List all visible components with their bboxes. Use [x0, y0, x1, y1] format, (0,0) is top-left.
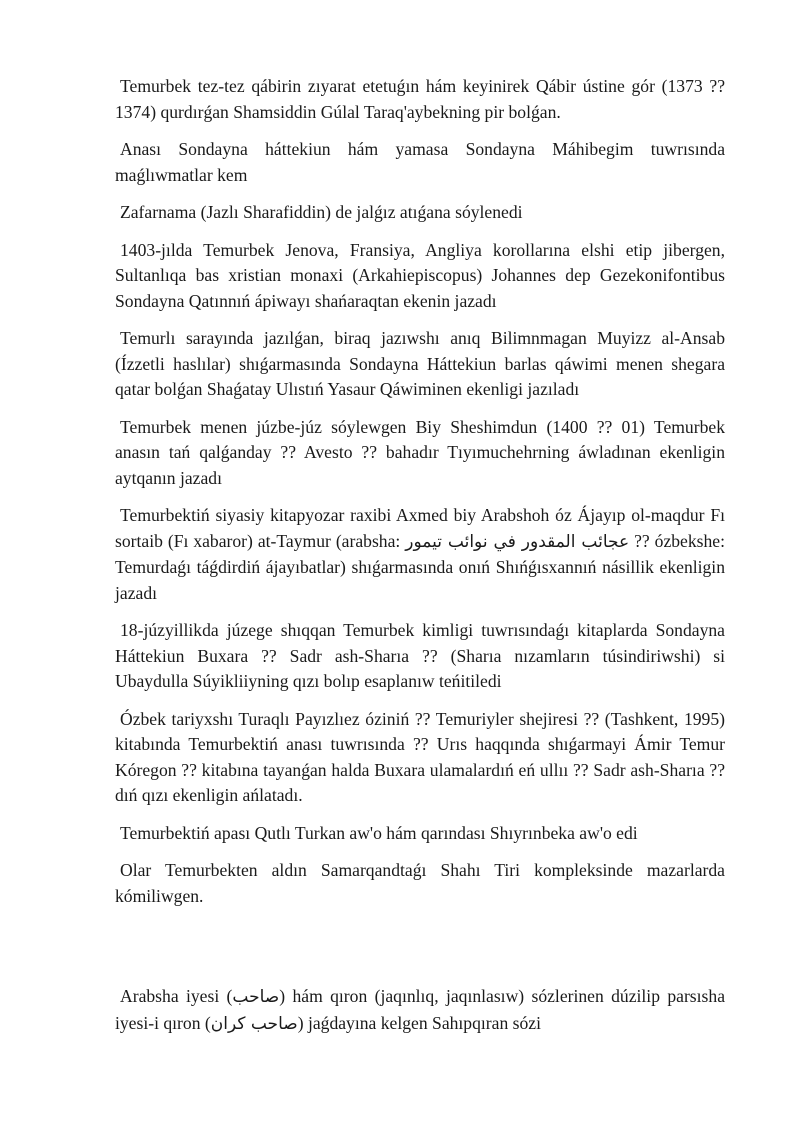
paragraph-2: Anası Sondayna háttekiun hám yamasa Sondayna Máhibegim tuwrısında maǵlıwmatlar kem — [115, 139, 725, 185]
arabic-phrase-text: صاحب كران — [210, 1013, 298, 1034]
paragraph-3: Zafarnama (Jazlı Sharafiddin) de jalǵız atıǵana sóylenedi — [120, 202, 523, 222]
arabic-word-text: صاحب — [232, 987, 280, 1007]
paragraph-8: 18-júzyillikda júzege shıqqan Temurbek kimligi tuwrısındaǵı kitaplarda Sondayna Háttekiun Buxara ?? Sadr ash-Sharıa ?? (Sharıa nızamların túsindiriwshi) si Ubaydulla Súyikliiyning qızı bolıp esaplanıw teńitiledi — [115, 620, 725, 691]
paragraph-12 — [115, 984, 725, 1037]
paragraph-4: 1403-jılda Temurbek Jenova, Fransiya, Angliya korollarına elshi etip jibergen, Sultanlıqa bas xristian monaxi (Arkahiepiscopus) Johannes dep Gezekonifontibus Sondayna Qatınnıń ápiwayı shańaraqtan ekenin jazadı — [115, 239, 725, 311]
paragraph-10: Temurbektiń apası Qutlı Turkan aw'o hám qarındası Shıyrınbeka aw'o edi — [120, 822, 638, 843]
paragraph-7-text-before: Temurbektiń siyasiy kitapyozar raxibi Axmed biy Arabshoh óz Ájayıp ol-maqdur Fı sortaib (Fı xabaror) at-Taymur (arabsha: — [115, 505, 725, 551]
paragraph-9: Ózbek tariyxshı Turaqlı Payızlıez óziniń ?? Temuriyler shejiresi ?? (Tashkent, 1995) kitabında Temurbektiń anası tuwrısında ?? Urıs haqqında shıǵarmayi Ámir Temur Kóregon ?? kitabına tayanǵan halda Buxara ulamalardıń eń ullıı ?? Sadr ash-Sharıa ?? dıń qızı ekenligin ańlatadı. — [115, 708, 725, 805]
paragraph-12-text-middle: ) hám qıron (jaqınlıq, jaqınlasıw) sózlerinen dúzilip parsısha iyesi-i qıron ( — [115, 986, 725, 1033]
paragraph-7 — [115, 503, 725, 606]
paragraph-1: Temurbek tez-tez qábirin zıyarat etetuǵın hám keyinirek Qábir ústine gór (1373 ?? 1374) qurdırǵan Shamsiddin Gúlal Taraq'aybekning pir bolǵan. — [115, 76, 725, 122]
paragraph-5: Temurlı sarayında jazılǵan, biraq jazıwshı anıq Bilimnmagan Muyizz al-Ansab (Ízzetli haslılar) shıǵarmasında Sondayna Háttekiun barlas qáwimi menen shegara qatar bolǵan Shaǵatay Ulıstıń Yasaur Qáwiminen ekenligi jazıladı — [115, 328, 725, 399]
document-page — [115, 74, 725, 1049]
paragraph-6: Temurbek menen júzbe-júz sóylewgen Biy Sheshimdun (1400 ?? 01) Temurbek anasın tań qalǵanday ?? Avesto ?? bahadır Tıyımuchehrning áwladınan ekenligin aytqanın jazadı — [115, 416, 725, 488]
paragraph-7-text-after: ?? ózbekshe: Temurdaǵı táǵdirdiń ájayıbatlar) shıǵarmasında onıń Shıńǵısxannıń násillik ekenligin jazadı — [115, 530, 725, 603]
paragraph-11: Olar Temurbekten aldın Samarqandtaǵı Shahı Tiri kompleksinde mazarlarda kómiliwgen. — [115, 860, 725, 906]
paragraph-12-text-before: Arabsha iyesi ( — [120, 986, 233, 1006]
paragraph-12-text-after: ) jaǵdayına kelgen Sahıpqıran sózi — [297, 1012, 541, 1033]
arabic-title-text: عجائب المقدور في نوائب تيمور — [405, 531, 630, 552]
